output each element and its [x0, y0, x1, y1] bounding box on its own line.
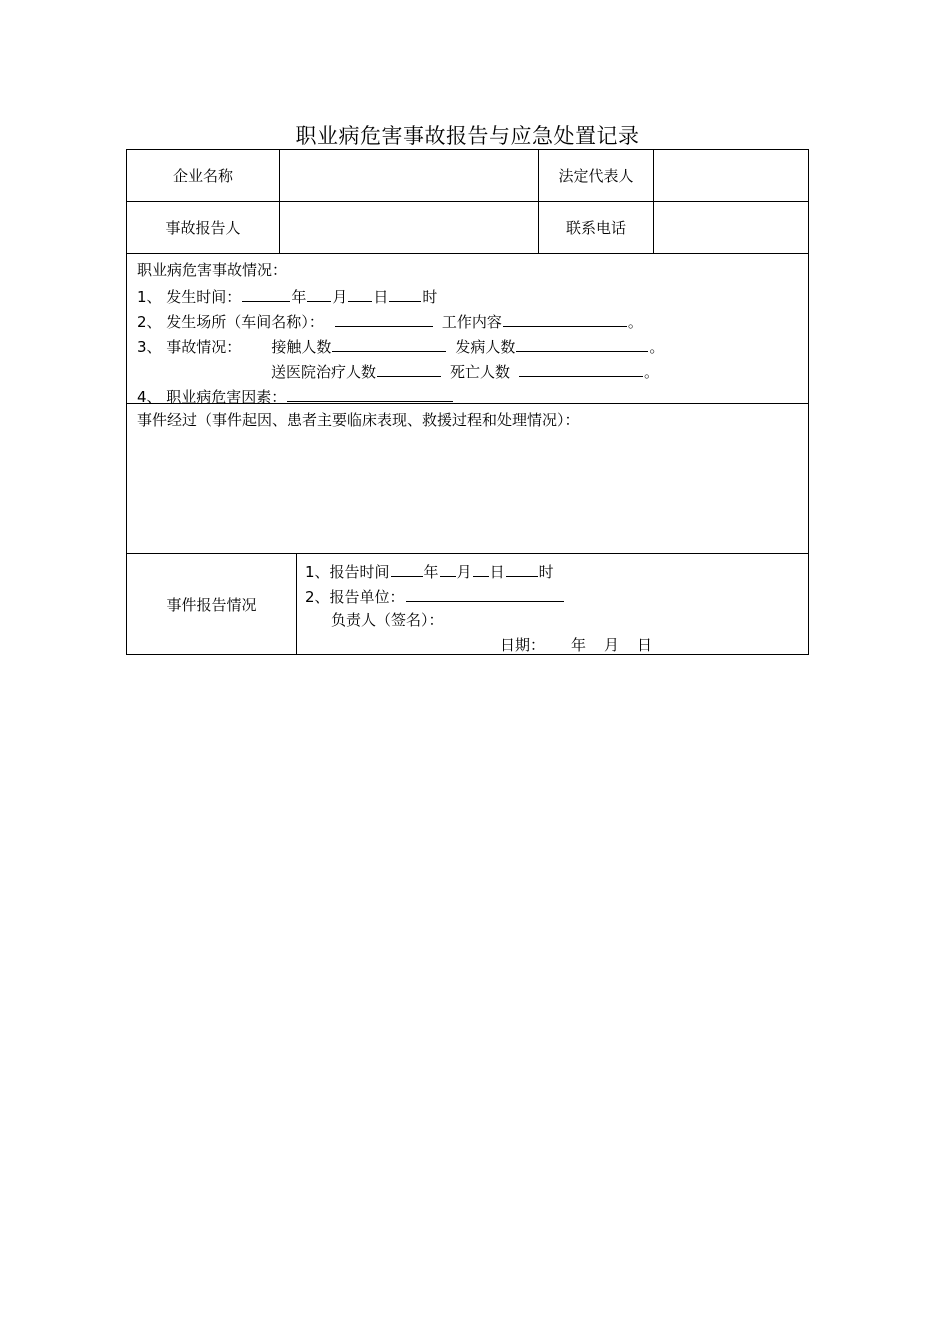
occur-time-label: 1、 发生时间：: [137, 288, 242, 306]
company-row: [127, 150, 808, 202]
accident-label: 3、 事故情况：: [137, 338, 242, 356]
date-month-unit: 月: [604, 636, 620, 654]
report-year-blank[interactable]: [391, 558, 423, 577]
reporter-field[interactable]: [280, 202, 539, 253]
onset-count-label: 发病人数: [455, 338, 516, 356]
hazard-label: 4、 职业病危害因素：: [137, 388, 287, 406]
process-lines: [137, 408, 580, 433]
hospital-count-blank[interactable]: [377, 358, 441, 377]
accident-line-2: [137, 358, 664, 383]
report-year-unit: 年: [423, 563, 439, 581]
hospital-count-label: 送医院治疗人数: [271, 363, 377, 381]
work-content-period: 。: [627, 313, 643, 331]
onset-count-blank[interactable]: [516, 333, 648, 352]
situation-lines: [137, 258, 664, 408]
workshop-blank[interactable]: [335, 308, 433, 327]
process-section: [127, 404, 808, 554]
page-title: 职业病危害事故报告与应急处置记录: [295, 124, 640, 148]
accident-line-1: [137, 333, 664, 358]
occur-hour-unit: 时: [422, 288, 438, 306]
report-month-unit: 月: [456, 563, 472, 581]
death-count-label: 死亡人数: [450, 363, 511, 381]
occur-year-blank[interactable]: [242, 283, 290, 302]
report-day-unit: 日: [489, 563, 505, 581]
hazard-blank[interactable]: [287, 383, 453, 402]
report-unit-line: [305, 583, 652, 608]
report-hour-unit: 时: [538, 563, 554, 581]
report-hour-blank[interactable]: [506, 558, 538, 577]
report-lines: [305, 558, 652, 658]
signer-line: [305, 608, 652, 633]
occur-hour-blank[interactable]: [389, 283, 421, 302]
reporter-label: 事故报告人: [127, 202, 280, 253]
contact-count-label: 接触人数: [271, 338, 332, 356]
occur-year-unit: 年: [291, 288, 307, 306]
company-name-label: 企业名称: [127, 150, 280, 201]
death-count-period: 。: [644, 363, 660, 381]
death-count-blank[interactable]: [519, 358, 643, 377]
report-day-blank[interactable]: [473, 558, 489, 577]
report-time-label: 1、报告时间: [305, 563, 390, 581]
situation-heading: 职业病危害事故情况：: [137, 261, 288, 279]
report-section: [127, 554, 808, 654]
onset-count-period: 。: [649, 338, 665, 356]
situation-section: [127, 254, 808, 404]
phone-label: 联系电话: [539, 202, 654, 253]
occur-place-label: 2、 发生场所（车间名称）：: [137, 313, 324, 331]
legal-rep-field[interactable]: [654, 150, 808, 201]
occur-day-blank[interactable]: [348, 283, 372, 302]
occur-month-unit: 月: [332, 288, 348, 306]
occur-day-unit: 日: [373, 288, 389, 306]
date-line: [305, 633, 652, 658]
reporter-row: [127, 202, 808, 254]
occur-time-line: [137, 283, 664, 308]
report-form-table: [126, 149, 809, 655]
report-label: 事件报告情况: [127, 554, 297, 654]
occur-month-blank[interactable]: [307, 283, 331, 302]
work-content-label: 工作内容: [441, 313, 502, 331]
date-label: 日期：: [500, 636, 546, 654]
contact-count-blank[interactable]: [332, 333, 446, 352]
company-name-field[interactable]: [280, 150, 539, 201]
date-day-unit: 日: [637, 636, 653, 654]
date-year-unit: 年: [571, 636, 587, 654]
occur-place-line: [137, 308, 664, 333]
signer-label: 负责人（签名）：: [331, 611, 444, 629]
legal-rep-label: 法定代表人: [539, 150, 654, 201]
report-month-blank[interactable]: [440, 558, 456, 577]
report-time-line: [305, 558, 652, 583]
process-heading: 事件经过（事件起因、患者主要临床表现、救援过程和处理情况）：: [137, 411, 580, 429]
report-unit-label: 2、报告单位：: [305, 588, 405, 606]
work-content-blank[interactable]: [503, 308, 627, 327]
phone-field[interactable]: [654, 202, 808, 253]
report-unit-blank[interactable]: [406, 583, 564, 602]
